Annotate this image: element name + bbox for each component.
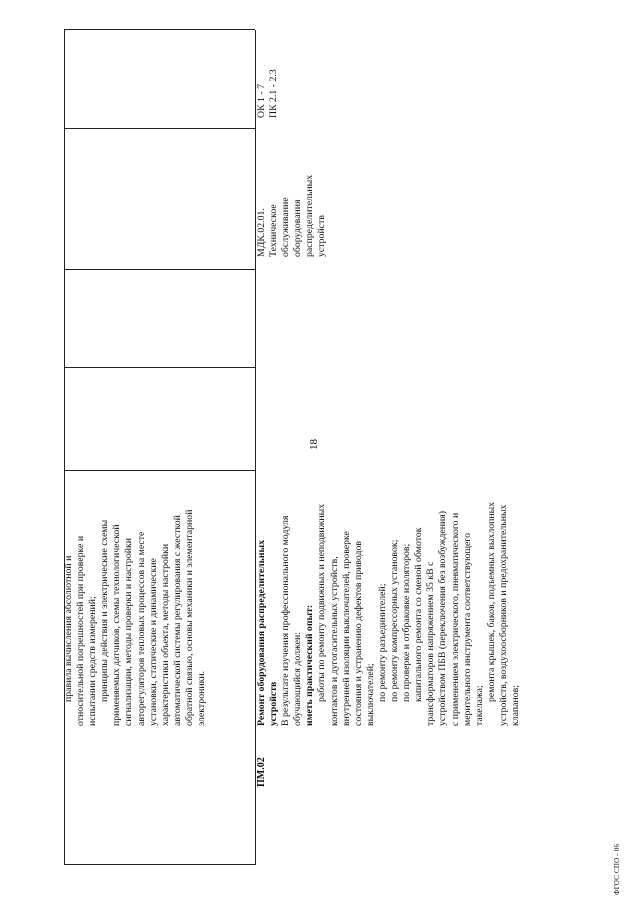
table-column-separator xyxy=(64,470,255,471)
table-column-separator xyxy=(64,128,255,129)
practice-line: контактов и дугогасительных устройств, xyxy=(328,556,340,726)
practice-line: выключателей; xyxy=(364,663,376,726)
continued-line: относительной погрешностей при проверке и xyxy=(75,535,87,726)
competency-line: ОК 1 - 7 xyxy=(256,83,267,118)
course-line: устройств xyxy=(316,215,328,257)
practice-line: по ремонту разъединителей; xyxy=(376,583,388,702)
course-line: обслуживание xyxy=(280,197,292,257)
practice-line: капитального ремонта со сменой обмоток xyxy=(413,527,425,702)
practice-line: мерительного инструмента соответствующего xyxy=(461,532,473,726)
competency-line: ПК 2.1 - 2.3 xyxy=(268,69,280,118)
continued-line: сигнализации, методы проверки и настройки xyxy=(123,538,135,726)
intro-line: В результате изучения профессионального модуля xyxy=(280,515,292,726)
continued-line: применяемых датчиков, схемы технологической xyxy=(111,524,123,726)
practice-line: клапанов; xyxy=(509,685,521,726)
practice-line: по ремонту компрессорных установок; xyxy=(389,539,401,702)
intro-line: обучающийся должен: xyxy=(292,632,304,726)
practice-line: внутренней изоляции выключателей, проверке xyxy=(340,531,352,726)
table-column-separator xyxy=(64,269,255,270)
section-heading: иметь практический опыт: xyxy=(304,604,316,726)
continued-line: автоматической системы регулирования с жесткой xyxy=(171,515,183,726)
practice-line: устройств, воздухоосборников и предохранительных xyxy=(497,504,509,726)
course-cell xyxy=(256,167,329,257)
page-number: 18 xyxy=(308,439,320,450)
table-column-separator xyxy=(64,367,255,368)
continued-line: электроники. xyxy=(196,670,208,726)
practice-line: устройством ПБВ (переключения без возбуждения) xyxy=(437,510,449,726)
module-title: Ремонт оборудования распределительных xyxy=(256,539,267,726)
course-line: оборудования xyxy=(292,199,304,257)
practice-line: ремонта крышек, баков, подъемных выхлопных xyxy=(485,501,497,702)
continued-line: правила вычисления абсолютной и xyxy=(63,555,74,702)
continued-line: характеристики объекта, методы настройки xyxy=(159,543,171,726)
footer-code: ФГОС СПО - 06 xyxy=(613,843,621,895)
continued-line: испытании средств измерений; xyxy=(87,596,99,726)
practice-line: работы по ремонту подвижных и неподвижных xyxy=(316,503,328,702)
table-top-border xyxy=(64,30,65,865)
practice-line: такелажа; xyxy=(473,685,485,726)
continued-line: обратной связью, основы механики и элементарной xyxy=(183,509,195,726)
course-line: МДК.02.01. xyxy=(256,208,267,257)
course-line: Техническое xyxy=(268,204,280,257)
table-right-border xyxy=(64,29,255,30)
practice-line: трансформаторов напряжением 35 кВ с xyxy=(425,561,437,726)
course-line: распределительных xyxy=(304,174,316,257)
continued-line: установки, статические и динамические xyxy=(147,558,159,726)
continued-knowledge-list xyxy=(63,510,208,726)
practice-line: с применением электрического, пневматического и xyxy=(449,512,461,726)
practice-line: по проверке и отбраковке изоляторов; xyxy=(401,543,413,702)
competencies-cell xyxy=(256,38,280,118)
module-content xyxy=(63,306,522,726)
module-code: ПМ.02 xyxy=(256,757,267,787)
practice-line: состояния и устранению дефектов приводов xyxy=(352,540,364,726)
continued-line: принципы действия и электрические схемы xyxy=(99,519,111,702)
table-column-separator xyxy=(64,864,255,865)
continued-line: авторегуляторов тепловых процессов на месте xyxy=(135,531,147,726)
module-title: устройств xyxy=(268,681,280,726)
